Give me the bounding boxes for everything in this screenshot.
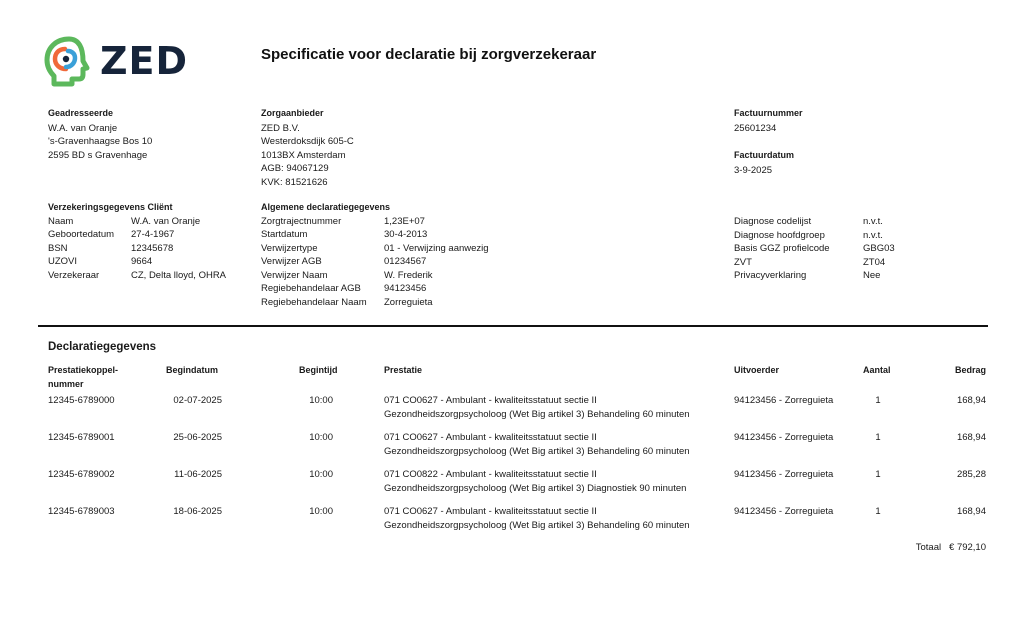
diagnose-row [734, 229, 895, 243]
field-label: Zorgtrajectnummer [261, 215, 342, 227]
diagnose-row [734, 242, 895, 256]
field-value: n.v.t. [863, 229, 883, 241]
prestatie-line: Gezondheidszorgpsycholoog (Wet Big artikel 3) Diagnostiek 90 minuten [384, 483, 687, 494]
cell-begintijd: 10:00 [309, 469, 333, 480]
cell-aantal: 1 [875, 395, 881, 406]
cell-prestatie [384, 468, 686, 496]
algemeen-row [261, 215, 489, 229]
total-row [916, 542, 986, 553]
verzekering-row [48, 242, 226, 256]
cell-aantal: 1 [875, 432, 881, 443]
col-header-uitvoerder: Uitvoerder [734, 365, 780, 375]
field-value: 30-4-2013 [384, 229, 428, 240]
field-label: Verwijzer Naam [261, 269, 328, 281]
verzekering-row [48, 255, 226, 269]
cell-uitvoerder: 94123456 - Zorreguieta [734, 506, 834, 517]
cell-begindatum: 25-06-2025 [173, 432, 222, 443]
cell-koppelnummer: 12345-6789001 [48, 432, 115, 443]
field-label: BSN [48, 242, 68, 254]
head-profile-icon [42, 34, 96, 88]
col-header-koppelnummer [48, 363, 118, 391]
cell-koppelnummer: 12345-6789003 [48, 506, 115, 517]
field-label: Diagnose codelijst [734, 216, 812, 227]
field-label: Verwijzertype [261, 242, 318, 254]
field-value: ZT04 [863, 256, 886, 268]
diagnose-row [734, 215, 895, 229]
cell-aantal: 1 [875, 506, 881, 517]
zed-logo [42, 34, 192, 88]
cell-begintijd: 10:00 [309, 395, 333, 406]
factuurdatum-heading: Factuurdatum [734, 150, 795, 160]
cell-prestatie [384, 431, 690, 459]
field-label: UZOVI [48, 256, 78, 267]
total-value: € 792,10 [949, 542, 986, 553]
factuur-block [734, 107, 803, 177]
prestatie-line: 071 CO0627 - Ambulant - kwaliteitsstatuut sectie II [384, 506, 597, 517]
provider-line: KVK: 81521626 [261, 176, 328, 188]
cell-begindatum: 18-06-2025 [173, 506, 222, 517]
cell-koppelnummer: 12345-6789000 [48, 395, 115, 406]
field-value: Zorreguieta [384, 296, 433, 308]
cell-bedrag: 285,28 [956, 469, 986, 480]
algemeen-block [261, 201, 489, 309]
field-label: Diagnose hoofdgroep [734, 229, 825, 241]
provider-line: ZED B.V. [261, 122, 300, 134]
logo-text: ZED [100, 39, 189, 83]
header-line: nummer [48, 379, 84, 389]
field-value: 94123456 [384, 283, 427, 294]
col-header-aantal: Aantal [863, 365, 891, 375]
provider-line: 1013BX Amsterdam [261, 149, 346, 161]
geadresseerde-heading: Geadresseerde [48, 108, 114, 118]
field-label: Verwijzer AGB [261, 256, 322, 267]
field-value: 01234567 [384, 256, 427, 267]
cell-begintijd: 10:00 [309, 432, 333, 443]
field-value: 12345678 [131, 242, 174, 254]
cell-aantal: 1 [875, 469, 881, 480]
field-value: CZ, Delta lloyd, OHRA [131, 269, 227, 281]
verzekering-heading: Verzekeringsgegevens Cliënt [48, 202, 173, 212]
diagnose-block [734, 215, 895, 283]
col-header-begindatum: Begindatum [166, 365, 219, 375]
prestatie-line: Gezondheidszorgpsycholoog (Wet Big artikel 3) Behandeling 60 minuten [384, 446, 690, 457]
field-value: W. Frederik [384, 269, 433, 281]
cell-uitvoerder: 94123456 - Zorreguieta [734, 395, 834, 406]
cell-bedrag: 168,94 [956, 395, 986, 406]
cell-begintijd: 10:00 [309, 506, 333, 517]
cell-prestatie [384, 394, 690, 422]
field-label: Regiebehandelaar AGB [261, 283, 361, 294]
declaratie-title: Declaratiegegevens [48, 341, 157, 353]
col-header-prestatie: Prestatie [384, 365, 423, 375]
cell-bedrag: 168,94 [956, 506, 986, 517]
page-title: Specificatie voor declaratie bij zorgverzekeraar [261, 46, 597, 63]
field-value: 01 - Verwijzing aanwezig [384, 242, 489, 254]
factuurdatum-value: 3-9-2025 [734, 164, 773, 176]
verzekering-row [48, 215, 226, 229]
cell-begindatum: 02-07-2025 [173, 395, 222, 406]
col-header-bedrag: Bedrag [954, 365, 986, 375]
field-label: Verzekeraar [48, 269, 100, 281]
field-value: 9664 [131, 256, 153, 267]
diagnose-row [734, 256, 895, 270]
field-label: Startdatum [261, 229, 308, 240]
field-value: 27-4-1967 [131, 229, 175, 240]
zorgaanbieder-heading: Zorgaanbieder [261, 108, 324, 118]
field-value: n.v.t. [863, 216, 883, 227]
address-line: W.A. van Oranje [48, 122, 118, 134]
section-divider [38, 325, 988, 327]
field-value: 1,23E+07 [384, 215, 425, 227]
prestatie-line: 071 CO0627 - Ambulant - kwaliteitsstatuut sectie II [384, 395, 597, 406]
algemeen-row [261, 282, 489, 296]
field-label: Privacyverklaring [734, 270, 807, 281]
address-line: 's-Gravenhaagse Bos 10 [48, 136, 153, 147]
factuurnummer-value: 25601234 [734, 122, 777, 134]
algemeen-heading: Algemene declaratiegegevens [261, 202, 391, 212]
cell-begindatum: 11-06-2025 [174, 469, 222, 480]
field-label: Geboortedatum [48, 229, 115, 240]
zorgaanbieder-block [261, 107, 354, 189]
cell-bedrag: 168,94 [956, 432, 986, 443]
header-line: Prestatiekoppel- [48, 365, 119, 375]
algemeen-row [261, 269, 489, 283]
verzekering-block [48, 201, 226, 282]
algemeen-row [261, 255, 489, 269]
field-value: GBG03 [863, 243, 895, 254]
verzekering-row [48, 269, 226, 283]
total-label: Totaal [915, 542, 942, 553]
field-value: W.A. van Oranje [131, 215, 201, 227]
prestatie-line: Gezondheidszorgpsycholoog (Wet Big artikel 3) Behandeling 60 minuten [384, 409, 690, 420]
provider-line: AGB: 94067129 [261, 163, 329, 174]
prestatie-line: Gezondheidszorgpsycholoog (Wet Big artikel 3) Behandeling 60 minuten [384, 520, 690, 531]
address-line: 2595 BD s Gravenhage [48, 149, 148, 161]
field-label: Regiebehandelaar Naam [261, 296, 367, 308]
cell-uitvoerder: 94123456 - Zorreguieta [734, 432, 834, 443]
provider-line: Westerdoksdijk 605-C [261, 136, 354, 147]
algemeen-row [261, 228, 489, 242]
verzekering-row [48, 228, 226, 242]
prestatie-line: 071 CO0627 - Ambulant - kwaliteitsstatuut sectie II [384, 432, 597, 443]
cell-prestatie [384, 505, 690, 533]
field-value: Nee [863, 270, 881, 281]
diagnose-row [734, 269, 895, 283]
factuurnummer-heading: Factuurnummer [734, 108, 803, 118]
geadresseerde-block [48, 107, 152, 162]
field-label: Basis GGZ profielcode [734, 243, 830, 254]
algemeen-row [261, 242, 489, 256]
algemeen-row [261, 296, 489, 310]
cell-koppelnummer: 12345-6789002 [48, 469, 115, 480]
cell-uitvoerder: 94123456 - Zorreguieta [734, 469, 834, 480]
prestatie-line: 071 CO0822 - Ambulant - kwaliteitsstatuut sectie II [384, 469, 597, 480]
col-header-begintijd: Begintijd [299, 365, 338, 375]
field-label: Naam [48, 215, 74, 227]
field-label: ZVT [734, 256, 752, 268]
